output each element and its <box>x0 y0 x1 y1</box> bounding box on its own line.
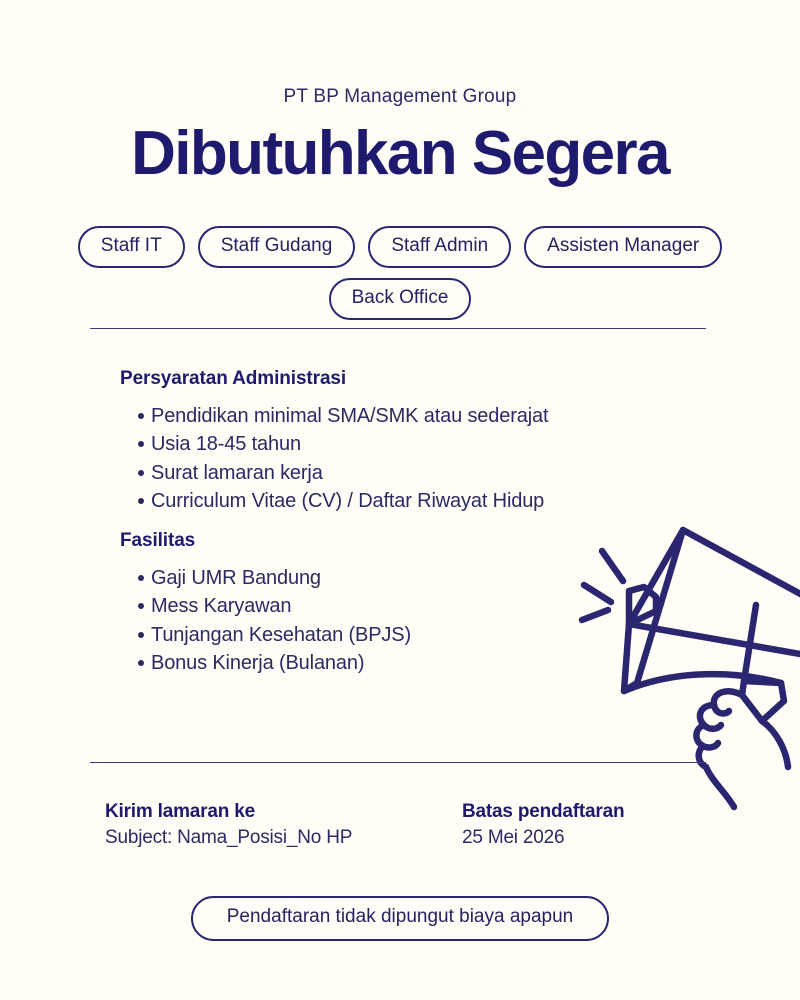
list-item: Surat lamaran kerja <box>120 459 680 487</box>
list-item: Pendidikan minimal SMA/SMK atau sederajat <box>120 402 680 430</box>
divider-bottom <box>90 762 706 763</box>
submit-value: Subject: Nama_Posisi_No HP <box>105 826 353 848</box>
deadline-value: 25 Mei 2026 <box>462 826 565 848</box>
position-pill-back-office[interactable]: Back Office <box>329 278 472 320</box>
requirements-list <box>120 402 680 516</box>
position-pill-staff-gudang[interactable]: Staff Gudang <box>198 226 356 268</box>
list-item: Gaji UMR Bandung <box>120 564 680 592</box>
facilities-list <box>120 564 680 678</box>
position-pill-assisten-manager[interactable]: Assisten Manager <box>524 226 722 268</box>
poster-header <box>0 86 800 186</box>
footer-submit-block <box>105 800 462 850</box>
position-pill-staff-admin[interactable]: Staff Admin <box>368 226 511 268</box>
list-item: Curriculum Vitae (CV) / Daftar Riwayat Hidup <box>120 487 680 515</box>
list-item: Tunjangan Kesehatan (BPJS) <box>120 621 680 649</box>
company-name: PT BP Management Group <box>283 86 517 107</box>
facilities-title: Fasilitas <box>120 530 196 551</box>
list-item: Bonus Kinerja (Bulanan) <box>120 649 680 677</box>
position-pill-staff-it[interactable]: Staff IT <box>78 226 185 268</box>
submit-label: Kirim lamaran ke <box>105 801 255 822</box>
page-title: Dibutuhkan Segera <box>131 118 669 188</box>
facilities-section <box>120 530 680 677</box>
requirements-section <box>120 368 680 515</box>
footer-deadline-block <box>462 800 705 850</box>
list-item: Mess Karyawan <box>120 592 680 620</box>
no-fee-notice: Pendaftaran tidak dipungut biaya apapun <box>191 896 610 941</box>
poster-footer <box>105 800 705 850</box>
deadline-label: Batas pendaftaran <box>462 801 625 822</box>
notice-wrapper <box>0 896 800 941</box>
list-item: Usia 18-45 tahun <box>120 430 680 458</box>
requirements-title: Persyaratan Administrasi <box>120 368 347 389</box>
divider-top <box>90 328 706 329</box>
position-list <box>0 226 800 320</box>
